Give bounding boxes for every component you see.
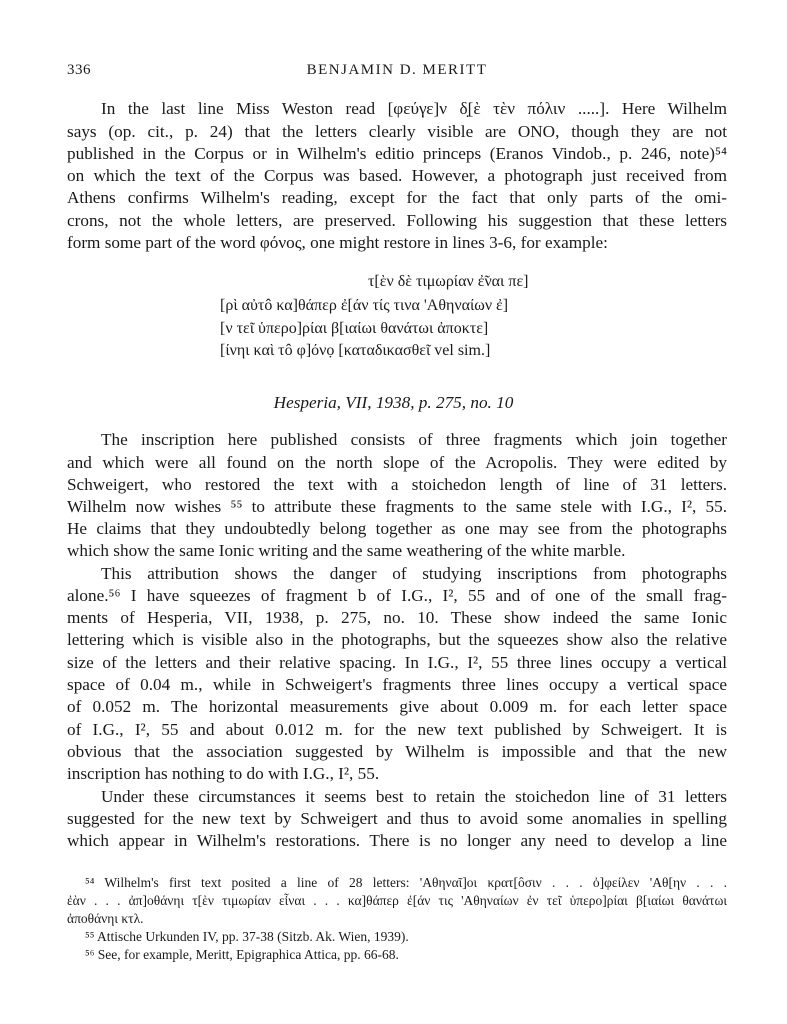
- text-line: This attribution shows the danger of studying inscriptions from photographs: [101, 564, 727, 583]
- restoration-line: [ν τε̃ι ὑπερο]ρίαι β[ιαίωι θανάτωι ἀποκτε]: [220, 320, 489, 337]
- text-line: crons, not the whole letters, are preserved. Following his suggestion that these letters: [67, 211, 727, 230]
- text-line: In the last line Miss Weston read [φεύγε]ν δ̣[ὲ τὲν πόλιν .....]. Here Wilhelm: [101, 99, 727, 118]
- footnote-54-cont: ἐὰν . . . ἀπ]οθάνηι τ[ὲν τιμωρίαν εἶναι . . . κα]θάπερ ἐ[άν τις 'Αθηναίων ἐν τε̃ι ὑπερο]ρίαι β[ιαίωι θανάτωι: [67, 893, 727, 908]
- text-line: He claims that they undoubtedly belong together as one may see from the photographs: [67, 519, 727, 538]
- text-line: and which were all found on the north slope of the Acropolis. They were edited by: [67, 453, 727, 472]
- restoration-line: τ[ὲν δὲ τιμωρίαν ἐ̃ναι πε]: [368, 273, 529, 290]
- footnote-54-cont: ἀποθάνηι κτλ.: [67, 911, 144, 926]
- text-line: obvious that the association suggested by Wilhelm is impossible and that the new: [67, 742, 727, 761]
- text-line: Wilhelm now wishes ⁵⁵ to attribute these fragments to the same stele with I.G., I², 55.: [67, 497, 727, 516]
- text-line: alone.⁵⁶ I have squeezes of fragment b of I.G., I², 55 and of one of the small frag-: [67, 586, 727, 605]
- text-line: which show the same Ionic writing and the same weathering of the white marble.: [67, 541, 626, 560]
- footnote-54: ⁵⁴ Wilhelm's first text posited a line of 28 letters: 'Αθηναῖ]οι κρατ[ôσιν . . . ὀ]φείλεν 'Αθ[ην . . .: [85, 875, 727, 890]
- footnote-56: ⁵⁶ See, for example, Meritt, Epigraphica Attica, pp. 66-68.: [85, 947, 399, 962]
- text-line: ments of Hesperia, VII, 1938, p. 275, no. 10. These show indeed the same Ionic: [67, 608, 727, 627]
- text-line: The inscription here published consists of three fragments which join together: [101, 430, 727, 449]
- text-line: which appear in Wilhelm's restorations. There is no longer any need to develop a line: [67, 831, 727, 850]
- section-heading: Hesperia, VII, 1938, p. 275, no. 10: [273, 393, 514, 412]
- text-line: says (op. cit., p. 24) that the letters clearly visible are ONO, though they are not: [67, 122, 727, 141]
- text-line: inscription has nothing to do with I.G., I², 55.: [67, 764, 380, 783]
- text-line: space of 0.04 m., while in Schweigert's fragments three lines occupy a vertical space: [67, 675, 727, 694]
- text-line: lettering which is visible also in the photographs, but the squeezes show also the relative: [67, 630, 727, 649]
- text-line: Under these circumstances it seems best to retain the stoichedon line of 31 letters: [101, 787, 727, 806]
- text-line: of 0.052 m. The horizontal measurements give about 0.009 m. for each letter space: [67, 697, 727, 716]
- text-line: of I.G., I², 55 and about 0.012 m. for the new text published by Schweigert. It is: [67, 720, 727, 739]
- text-line: form some part of the word φόνος, one might restore in lines 3-6, for example:: [67, 233, 608, 252]
- restoration-line: [ρὶ αὐτô κα]θάπερ ἐ[άν τίς τινα 'Αθηναίων ἐ]: [220, 297, 509, 314]
- text-line: published in the Corpus or in Wilhelm's editio princeps (Eranos Vindob., p. 246, note)⁵⁴: [67, 144, 727, 163]
- running-head: BENJAMIN D. MERITT: [306, 62, 488, 78]
- text-line: Athens confirms Wilhelm's reading, except for the fact that only parts of the omi-: [67, 188, 727, 207]
- text-line: size of the letters and their relative spacing. In I.G., I², 55 three lines occupy a vertical: [67, 653, 727, 672]
- text-line: suggested for the new text by Schweigert and thus to avoid some anomalies in spelling: [67, 809, 727, 828]
- page-header: [67, 62, 727, 82]
- restoration-line: [ίνηι καὶ τô φ]όνọ [καταδικασθε̃ι vel sim.]: [220, 342, 491, 359]
- page-number: 336: [67, 62, 91, 78]
- text-line: on which the text of the Corpus was based. However, a photograph just received from: [67, 166, 727, 185]
- text-line: Schweigert, who restored the text with a stoichedon length of line of 31 letters.: [67, 475, 727, 494]
- footnote-55: ⁵⁵ Attische Urkunden IV, pp. 37-38 (Sitzb. Ak. Wien, 1939).: [85, 929, 409, 944]
